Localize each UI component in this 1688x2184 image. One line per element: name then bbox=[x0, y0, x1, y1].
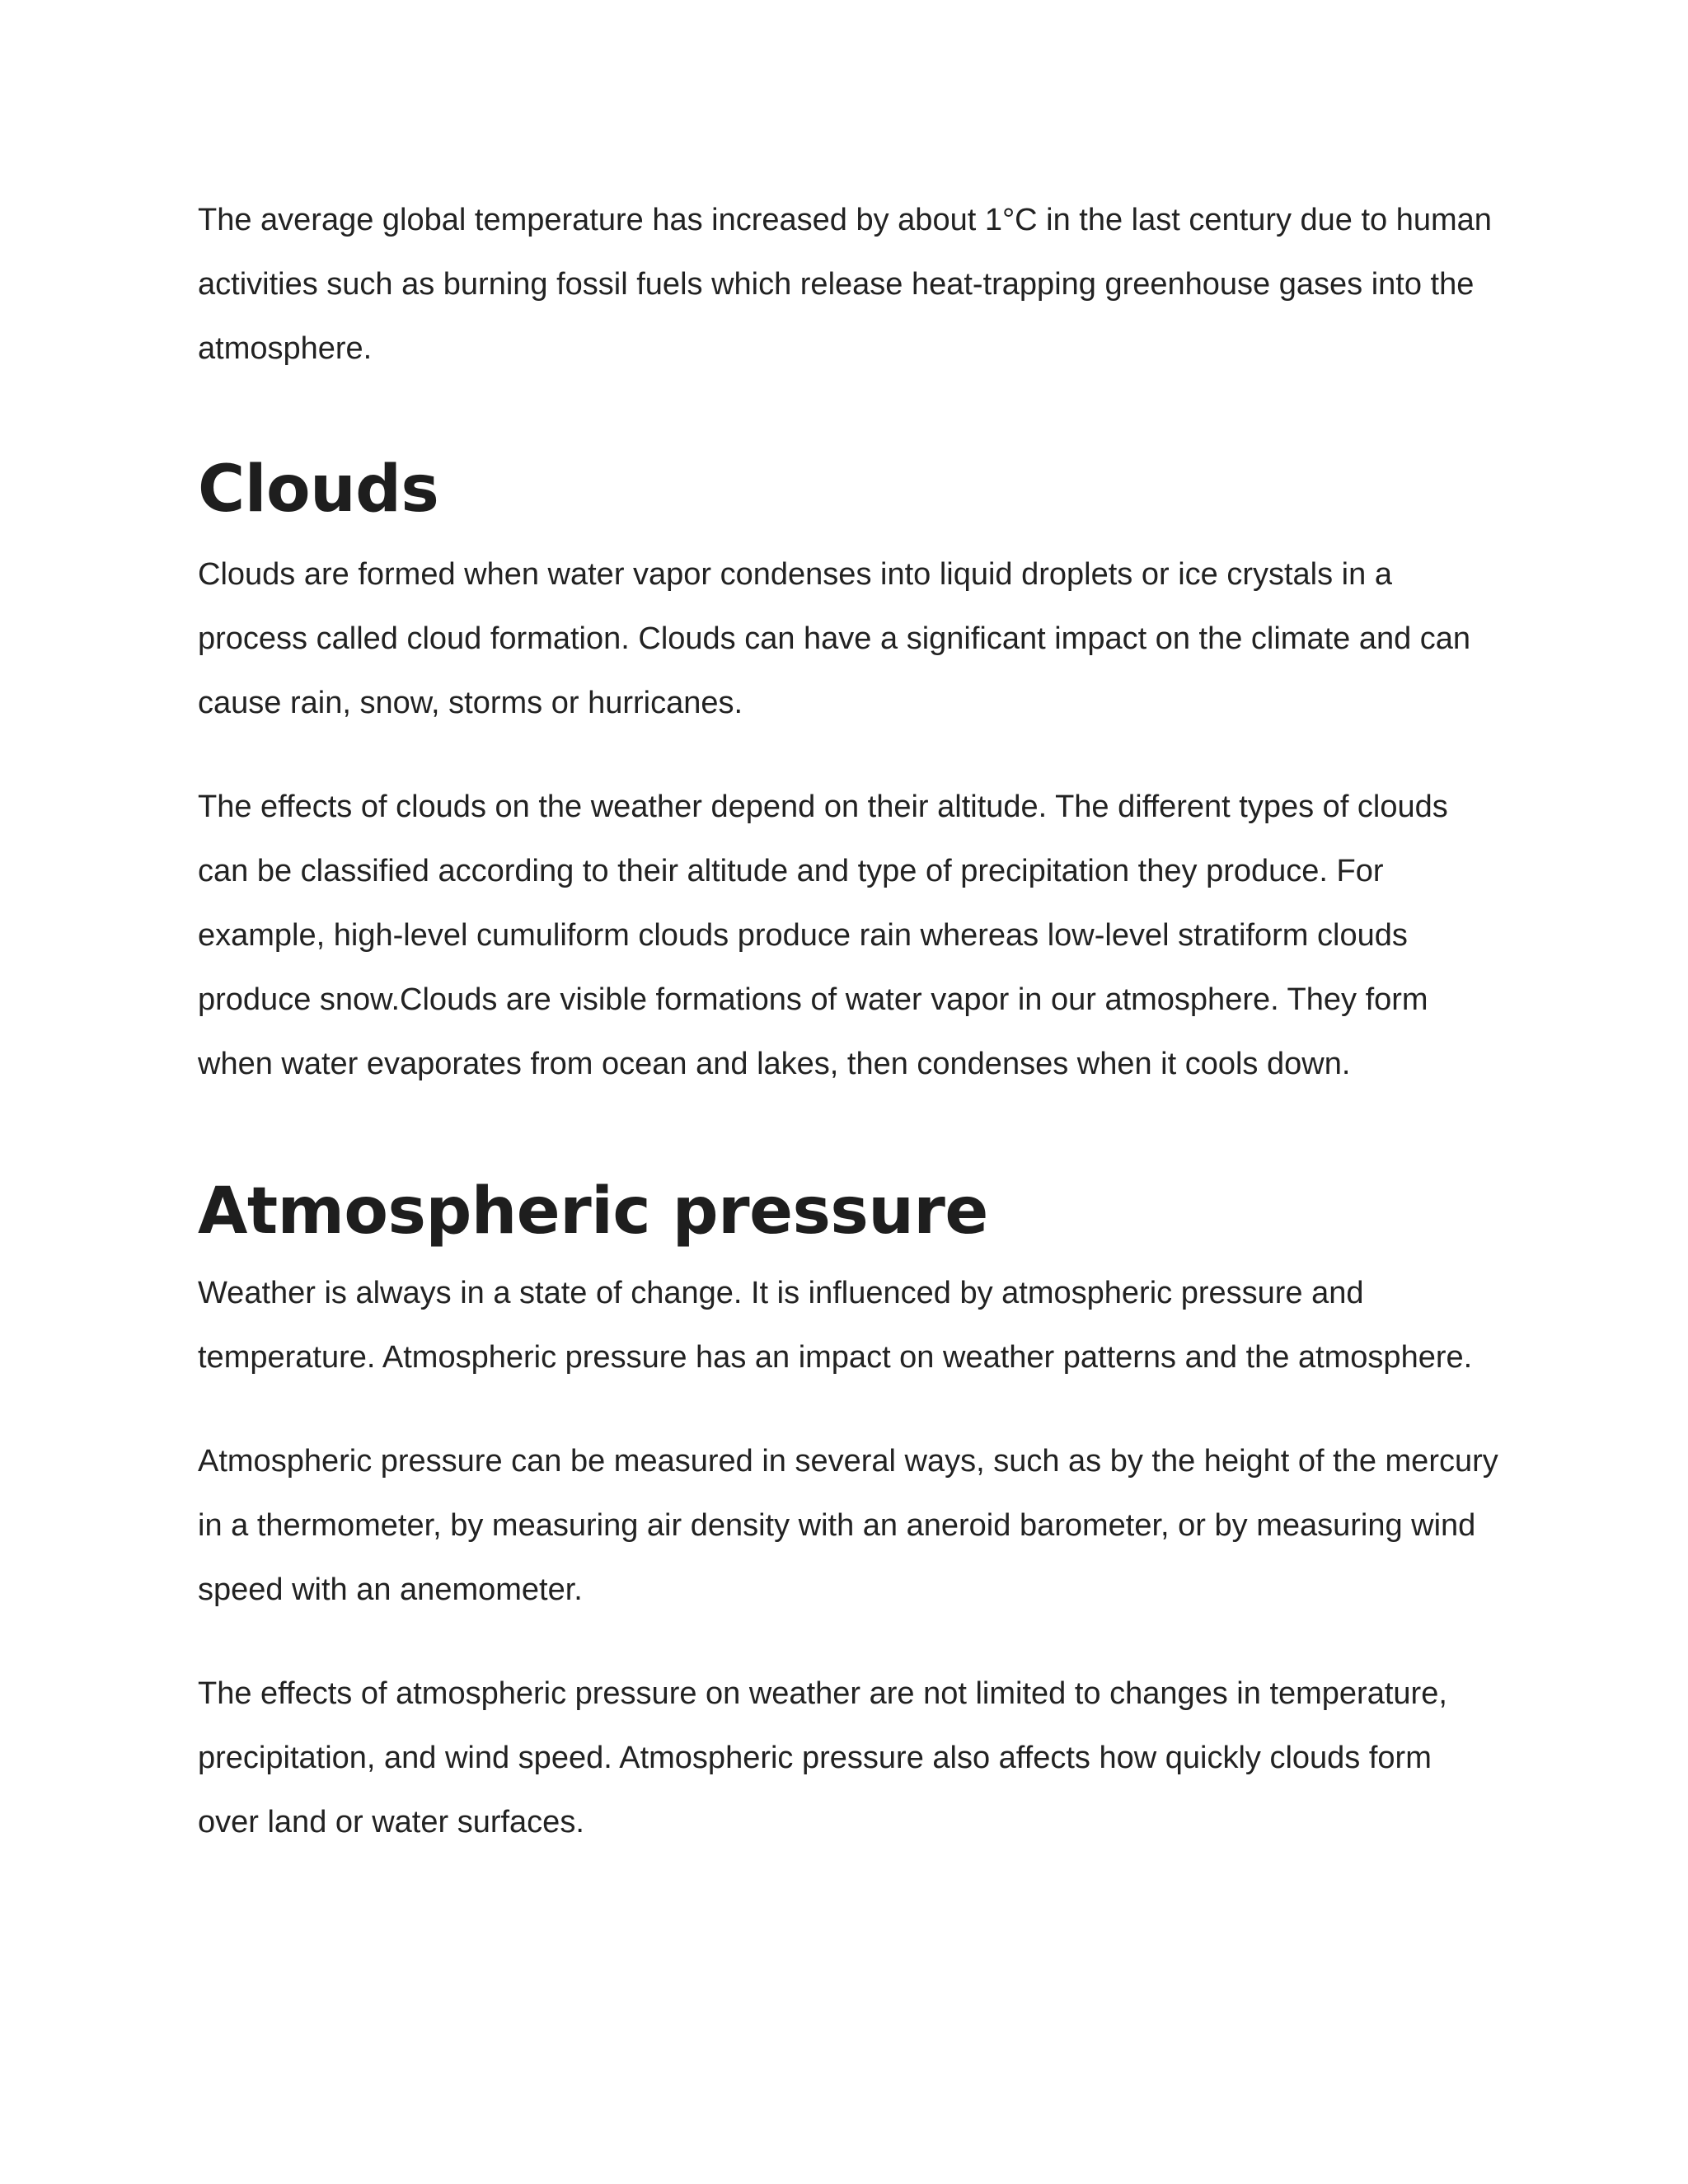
pressure-paragraph-1: Weather is always in a state of change. It is influenced by atmospheric pressure and temperature. Atmospheric pressure has an impact on weather patterns and the atmosphere. bbox=[198, 1276, 1473, 1375]
pressure-paragraph-3: The effects of atmospheric pressure on weather are not limited to changes in temperature, precipitation, and wind speed. Atmospheric pressure also affects how quickly clouds form over land or water surfaces. bbox=[198, 1676, 1447, 1840]
clouds-paragraph-2: The effects of clouds on the weather depend on their altitude. The different types of clouds can be classified according to their altitude and type of precipitation they produce. For example, high-level cumuliform clouds produce rain whereas low-level stratiform clouds produce snow.Clouds are visible formations of water vapor in our atmosphere. They form when water evaporates from ocean and lakes, then condenses when it cools down. bbox=[198, 790, 1448, 1081]
section-heading-atmospheric-pressure: Atmospheric pressure bbox=[198, 1174, 988, 1249]
intro-paragraph: The average global temperature has increased by about 1°C in the last century due to human activities such as burning fossil fuels which release heat-trapping greenhouse gases into the atmosphere. bbox=[198, 203, 1492, 366]
pressure-paragraph-2: Atmospheric pressure can be measured in several ways, such as by the height of the mercury in a thermometer, by measuring air density with an aneroid barometer, or by measuring wind speed with an anemometer. bbox=[198, 1444, 1498, 1607]
document-body bbox=[198, 188, 1500, 1854]
clouds-paragraph-1: Clouds are formed when water vapor condenses into liquid droplets or ice crystals in a process called cloud formation. Clouds can have a significant impact on the climate and can cause rain, snow, storms or hurricanes. bbox=[198, 557, 1471, 720]
section-heading-clouds: Clouds bbox=[198, 452, 439, 527]
